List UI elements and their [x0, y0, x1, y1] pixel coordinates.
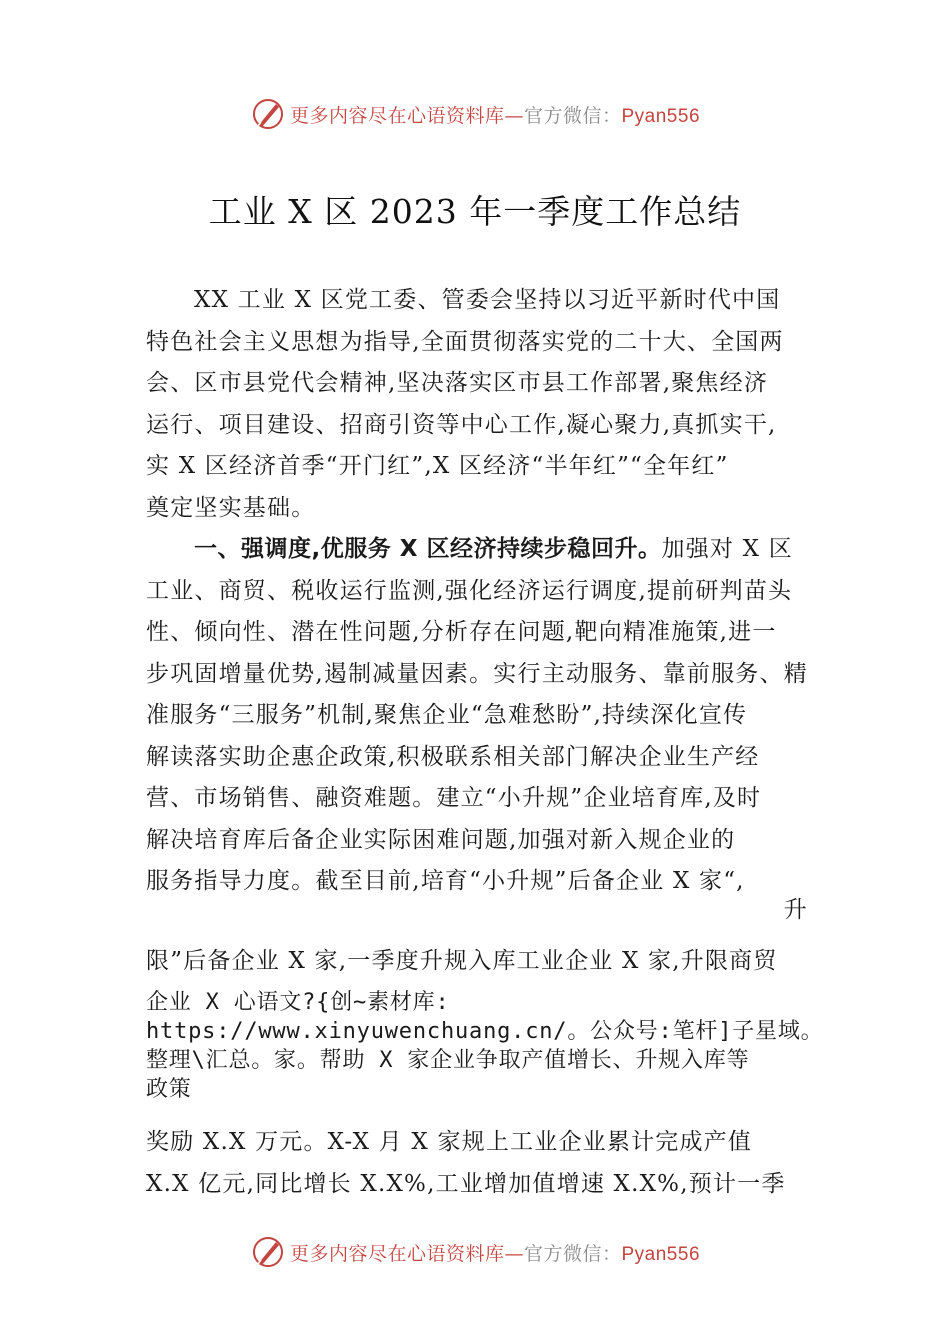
- intro-line: 运行、项目建设、招商引资等中心工作,凝心聚力,真抓实干,: [146, 411, 777, 438]
- section1-line: 步巩固增量优势,遏制减量因素。实行主动服务、靠前服务、精: [146, 660, 808, 687]
- section1-line: 服务指导力度。截至目前,培育“小升规”后备企业 X 家“,: [146, 868, 745, 894]
- banner-separator: —: [504, 1242, 524, 1265]
- section1-line: 解决培育库后备企业实际困难问题,加强对新入规企业的: [146, 826, 736, 853]
- banner-official: 官方微信：: [523, 1242, 622, 1265]
- mixed-line: 政策: [146, 1077, 192, 1102]
- mixed-block: [146, 988, 824, 1104]
- banner-wechat-id: Pyan556: [621, 1243, 701, 1265]
- section1-line: 营、市场销售、融资难题。建立“小升规”企业培育库,及时: [146, 785, 762, 811]
- footer-banner: [0, 1232, 950, 1272]
- mixed-url-line: https://www.xinyuwenchuang.cn/。公众号:笔杆]子星域。: [146, 1019, 824, 1044]
- section1-line: 解读落实助企惠企政策,积极联系相关部门解决企业生产经: [146, 743, 760, 770]
- limit-line: 限”后备企业 X 家,一季度升规入库工业企业 X 家,升限商贸: [146, 947, 778, 974]
- intro-line: 特色社会主义思想为指导,全面贯彻落实党的二十大、全国两: [146, 328, 784, 355]
- intro-line: 会、区市县党代会精神,坚决落实区市县工作部署,聚焦经济: [146, 370, 769, 396]
- banner-text: [290, 1239, 700, 1266]
- wrap-char: 升: [783, 896, 808, 923]
- document-title: 工业 X 区 2023 年一季度工作总结: [208, 192, 742, 231]
- tail-line: 奖励 X.X 万元。X-X 月 X 家规上工业企业累计完成产值: [146, 1129, 753, 1155]
- intro-line: XX 工业 X 区党工委、管委会坚持以习近平新时代中国: [194, 287, 781, 313]
- section1-line: 加强对 X 区: [661, 536, 793, 562]
- banner-separator: —: [504, 104, 524, 127]
- banner-prefix: 更多内容尽在心语资料库: [289, 1242, 505, 1265]
- section1-line: 性、倾向性、潜在性问题,分析存在问题,靶向精准施策,进一: [146, 619, 777, 645]
- section1-line: 工业、商贸、税收运行监测,强化经济运行调度,提前研判苗头: [146, 577, 793, 604]
- tail-paragraph: [146, 1122, 808, 1205]
- banner-wechat-id: Pyan556: [621, 105, 701, 127]
- intro-paragraph: [146, 280, 808, 529]
- mixed-line: 整理\汇总。家。帮助 X 家企业争取产值增长、升规入库等: [146, 1048, 750, 1073]
- banner-text: [290, 101, 700, 128]
- banner-official: 官方微信：: [523, 104, 622, 127]
- quill-pen-icon: [250, 96, 286, 132]
- intro-line: 实 X 区经济首季“开门红”,X 区经济“半年红”“全年红”: [146, 453, 729, 479]
- quill-pen-icon: [250, 1234, 286, 1270]
- header-banner: [0, 94, 950, 134]
- intro-line: 奠定坚实基础。: [146, 494, 316, 521]
- tail-line: X.X 亿元,同比增长 X.X%,工业增加值增速 X.X%,预计一季: [146, 1170, 786, 1197]
- mixed-line: 企业 X 心语文?{创~素材库:: [146, 990, 450, 1015]
- document-body: [146, 280, 824, 1205]
- section1-line: 准服务“三服务”机制,聚焦企业“急难愁盼”,持续深化宣传: [146, 702, 748, 728]
- section1-heading: 一、强调度,优服务 X 区经济持续步稳回升。: [194, 536, 662, 562]
- banner-prefix: 更多内容尽在心语资料库: [289, 104, 505, 127]
- section1-paragraph: [146, 529, 808, 903]
